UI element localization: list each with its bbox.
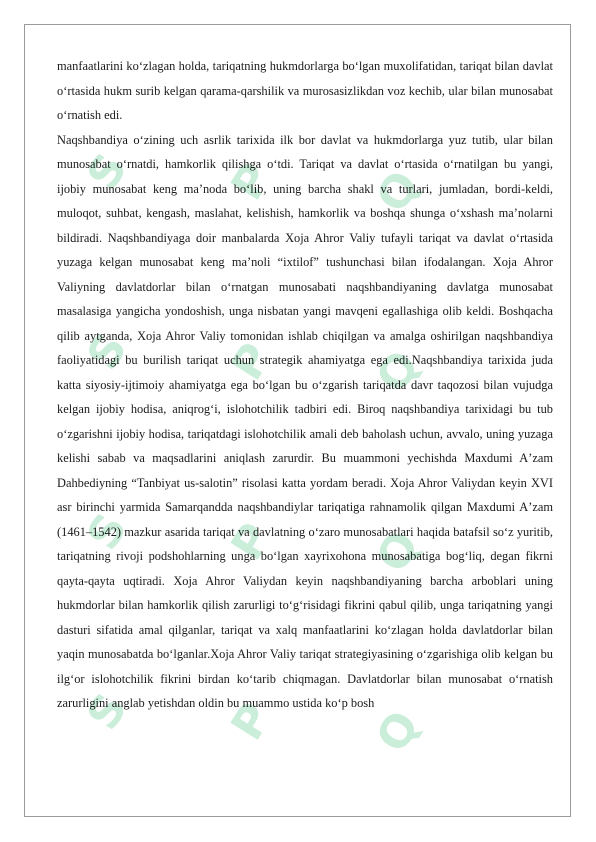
watermark-glyph: Q — [366, 702, 430, 762]
watermark-glyph: P — [221, 694, 282, 749]
watermark-glyph: S — [77, 504, 138, 559]
paragraph: manfaatlarini koʻzlagan holda, tariqatning hukmdorlarga boʻlgan muxolifatidan, tariqat bilan davlat oʻrtasida hukm surib kelgan qarama-qarshilik va murosasizlikdan voz kechib, ular bilan munosabat oʻrnatish edi. — [57, 59, 553, 122]
watermark-glyph: Q — [366, 522, 430, 582]
watermark-glyph: Q — [366, 162, 430, 222]
watermark-glyph: S — [77, 144, 138, 199]
watermark-glyph: P — [221, 154, 282, 209]
watermark-glyph: S — [77, 684, 138, 739]
watermark-glyph: Q — [366, 342, 430, 402]
paragraph: Naqshbandiya oʻzining uch asrlik tarixida ilk bor davlat va hukmdorlarga yuz tutib, ular bilan munosabat oʻrnatdi, hamkorlik qilishga oʻtdi. Tariqat va davlat oʻrtasida oʻrnatilgan bu yangi, ijobiy munosabat keng maʼnoda boʻlib, uning barcha shakl va turlari, jumladan, bordi-keldi, muloqot, suhbat, kengash, maslahat, kelishish, hamkorlik va boshqa shunga oʻxshash maʼnolarni bildiradi. Naqshbandiyaga doir manbalarda Xoja Ahror Valiy tufayli tariqat va davlat oʻrtasida yuzaga kelgan munosabat keng maʼnoli “ixtilof” tushunchasi bilan ifodalangan. Xoja Ahror Valiyning davlatdorlar bilan oʻrnatgan munosabati naqshbandiyaning davlatga munosabat masalasiga yangicha yondoshish, unga nisbatan yangi mavqeni egallashiga olib keldi. Boshqacha qilib aytganda, Xoja Ahror Valiy tomonidan ishlab chiqilgan va amalga oshirilgan naqshbandiya faoliyatidagi bu burilish tariqat uchun strategik ahamiyatga ega edi.Naqshbandiya tarixida juda katta siyosiy-ijtimoiy ahamiyatga ega boʻlgan bu oʻzgarish tariqatda davr taqozosi bilan vujudga kelgan ijobiy hodisa, aniqrogʻi, islohotchilik tadbiri edi. Biroq naqshbandiya tarixidagi bu tub oʻzgarishni ijobiy hodisa, tariqatdagi islohotchilik amali deb baholash uchun, avvalo, uning yuzaga kelishi sabab va maqsadlarini aniqlash zarurdir. Bu muammoni yechishda Maxdumi Aʼzam Dahbediyning “Tanbiyat us-salotin” risolasi katta yordam beradi. Xoja Ahror Valiydan keyin XVI asr birinchi yarmida Samarqandda naqshbandiylar tariqatiga rahnamolik qilgan Maxdumi Aʼzam (1461–1542) mazkur asarida tariqat va davlatning oʻzaro munosabatlari haqida batafsil soʻz yuritib, tariqatning rivoji podshohlarning unga boʻlgan xayrixohona munosabatiga bogʻliq, degan fikrni qayta-qayta uqtiradi. Xoja Ahror Valiydan keyin naqshbandiyaning barcha arboblari uning hukmdorlar bilan hamkorlik qilish zarurligi toʻgʻrisidagi fikrini qabul qilib, unga tariqatning yangi dasturi sifatida amal qilganlar, tariqat va xalq manfaatlarini koʻzlagan holda davlatdorlar bilan yaqin munosabatda boʻlganlar.Xoja Ahror Valiy tariqat strategiyasining oʻzgarishiga olib kelgan bu ilgʻor islohotchilik fikrini birdan koʻtarib chiqmagan. Davlatdorlar bilan munosabat oʻrnatish zarurligini anglab yetishdan oldin bu muammo ustida koʻp bosh — [57, 132, 553, 710]
watermark-glyph: S — [77, 324, 138, 379]
document-body — [57, 54, 553, 716]
watermark-glyph: P — [221, 334, 282, 389]
watermark-glyph: P — [221, 514, 282, 569]
